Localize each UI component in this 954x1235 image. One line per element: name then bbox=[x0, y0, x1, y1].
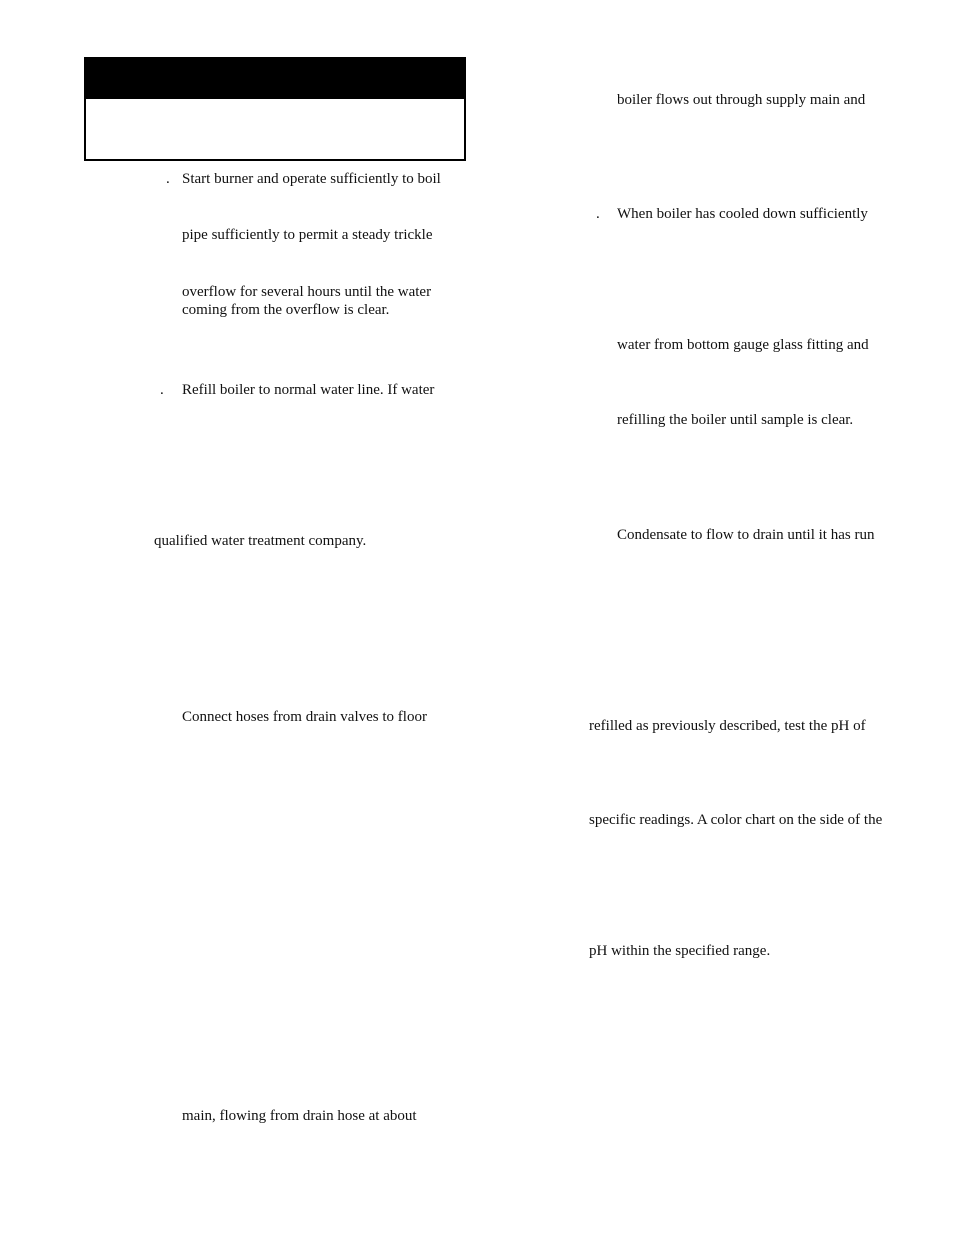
right-text-line: Condensate to flow to drain until it has run bbox=[617, 527, 875, 543]
right-text-line: pH within the specified range. bbox=[589, 943, 771, 959]
left-text-line: Connect hoses from drain valves to floor bbox=[182, 709, 427, 725]
right-text-line: refilled as previously described, test the pH of bbox=[589, 718, 866, 734]
callout-box bbox=[84, 57, 466, 161]
right-text-line: When boiler has cooled down sufficiently bbox=[617, 206, 868, 222]
left-text-line: Start burner and operate sufficiently to boil bbox=[182, 171, 441, 187]
left-text-line: coming from the overflow is clear. bbox=[182, 302, 390, 318]
step-marker: . bbox=[596, 206, 600, 222]
left-text-line: pipe sufficiently to permit a steady trickle bbox=[182, 227, 433, 243]
right-text-line: boiler flows out through supply main and bbox=[617, 92, 866, 108]
callout-header-bar bbox=[86, 59, 464, 99]
step-marker: . bbox=[166, 171, 170, 187]
left-text-line: Refill boiler to normal water line. If water bbox=[182, 382, 435, 398]
right-text-line: refilling the boiler until sample is clear. bbox=[617, 412, 854, 428]
left-text-line: main, flowing from drain hose at about bbox=[182, 1108, 417, 1124]
right-text-line: specific readings. A color chart on the side of the bbox=[589, 812, 883, 828]
left-text-line: overflow for several hours until the water bbox=[182, 284, 432, 300]
left-text-line: qualified water treatment company. bbox=[154, 533, 367, 549]
right-text-line: water from bottom gauge glass fitting and bbox=[617, 337, 869, 353]
step-marker: . bbox=[160, 382, 164, 398]
